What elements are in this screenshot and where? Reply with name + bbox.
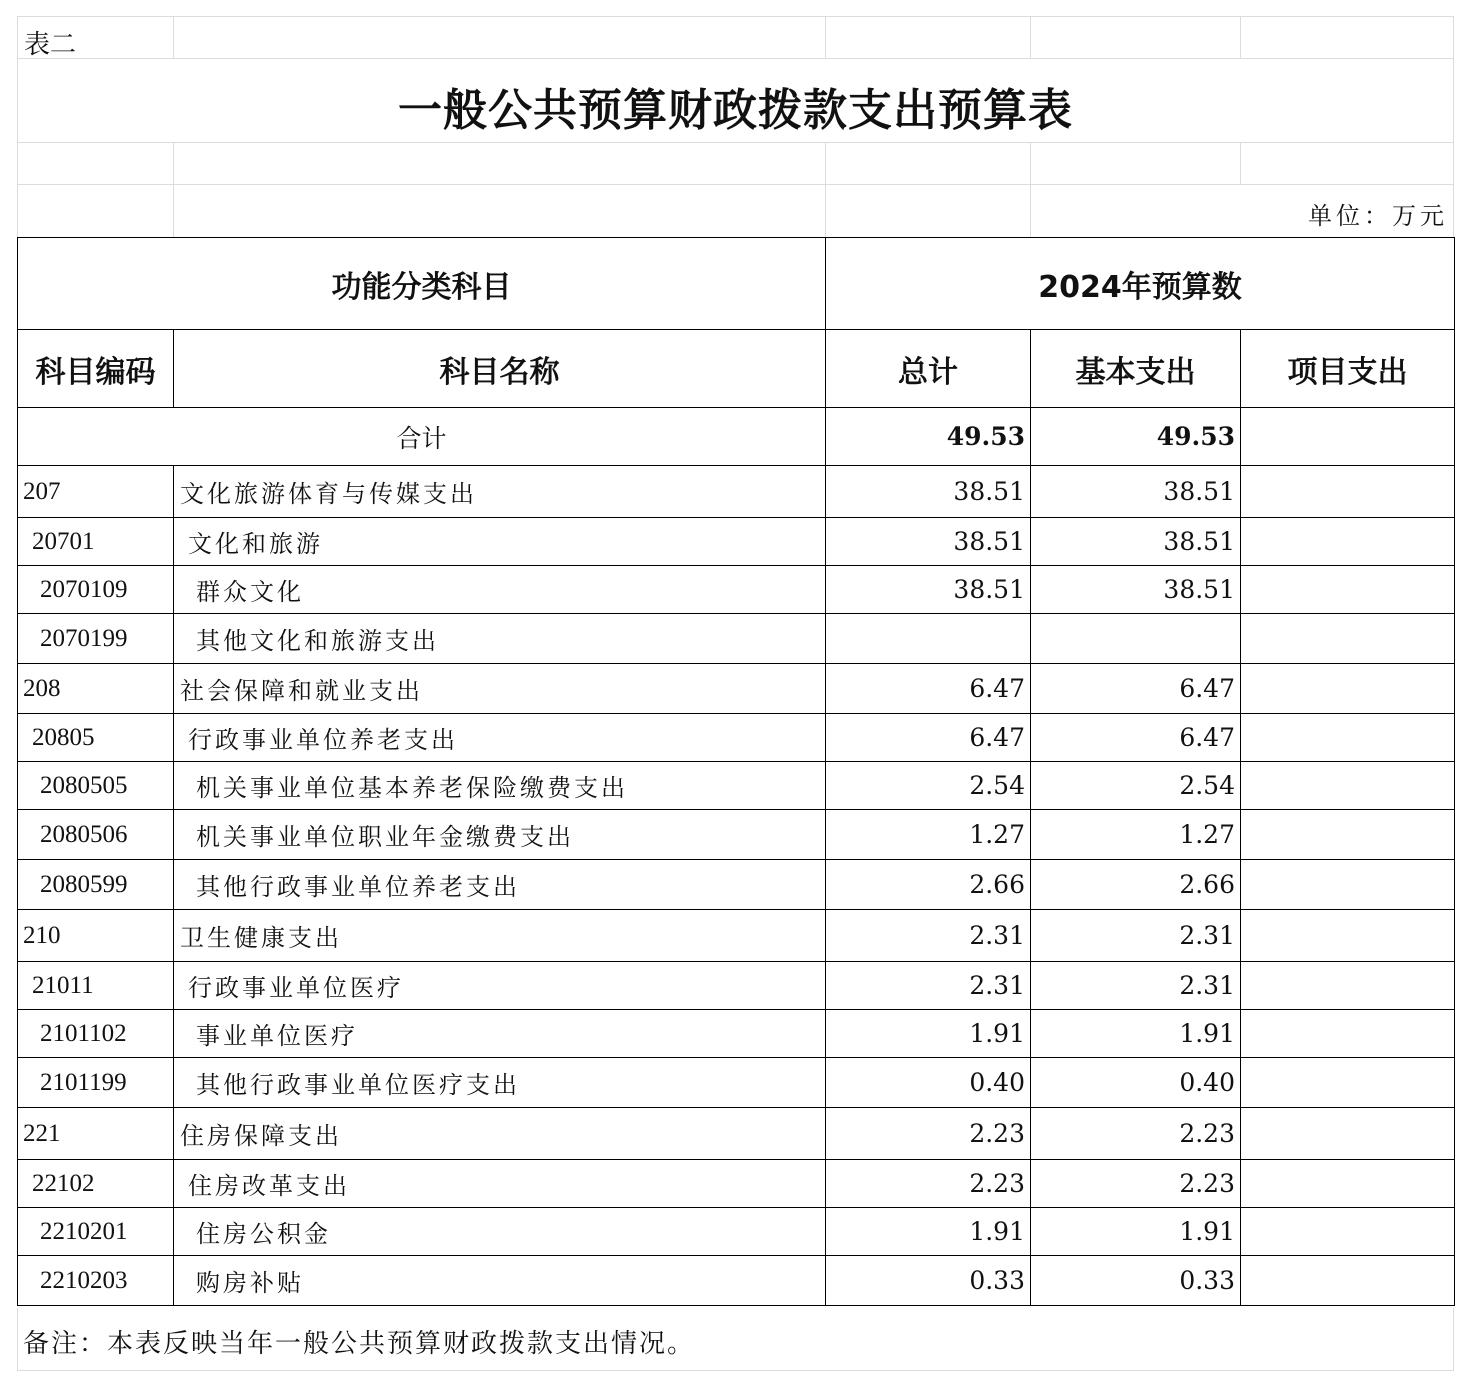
row-basic: 38.51 [1031, 518, 1241, 566]
row-basic: 0.40 [1031, 1058, 1241, 1108]
summary-row [18, 408, 1455, 466]
row-total: 2.23 [826, 1160, 1031, 1208]
row-project [1241, 962, 1455, 1010]
row-code: 2101199 [18, 1058, 174, 1108]
row-code: 207 [18, 466, 174, 518]
row-total: 38.51 [826, 466, 1031, 518]
gridline [17, 1308, 18, 1371]
table-row [18, 614, 1455, 664]
row-basic: 2.54 [1031, 762, 1241, 810]
row-name: 住房公积金 [174, 1208, 826, 1256]
row-name: 购房补贴 [174, 1256, 826, 1306]
unit-label: 单位：万元 [1308, 202, 1448, 230]
row-project [1241, 1010, 1455, 1058]
table-row [18, 518, 1455, 566]
row-project [1241, 810, 1455, 860]
row-basic: 6.47 [1031, 664, 1241, 714]
row-code: 2210203 [18, 1256, 174, 1306]
row-project [1241, 762, 1455, 810]
summary-basic: 49.53 [1031, 408, 1241, 466]
row-basic: 38.51 [1031, 566, 1241, 614]
gridline [17, 16, 1454, 17]
row-code: 2210201 [18, 1208, 174, 1256]
spreadsheet-sheet [17, 16, 1454, 1371]
row-code: 221 [18, 1108, 174, 1160]
row-name: 其他文化和旅游支出 [174, 614, 826, 664]
row-basic: 2.31 [1031, 910, 1241, 962]
header-project: 项目支出 [1241, 330, 1455, 408]
row-total: 1.91 [826, 1010, 1031, 1058]
table-row [18, 762, 1455, 810]
table-row [18, 860, 1455, 910]
row-total: 6.47 [826, 664, 1031, 714]
header-row-1 [18, 238, 1455, 330]
table-row [18, 962, 1455, 1010]
row-code: 2101102 [18, 1010, 174, 1058]
row-basic: 1.91 [1031, 1010, 1241, 1058]
row-project [1241, 614, 1455, 664]
row-name: 机关事业单位基本养老保险缴费支出 [174, 762, 826, 810]
gridline [1240, 142, 1241, 184]
row-basic: 1.91 [1031, 1208, 1241, 1256]
table-row [18, 1256, 1455, 1306]
row-project [1241, 664, 1455, 714]
row-code: 210 [18, 910, 174, 962]
header-name: 科目名称 [174, 330, 826, 408]
row-basic: 0.33 [1031, 1256, 1241, 1306]
header-total: 总计 [826, 330, 1031, 408]
row-name: 其他行政事业单位医疗支出 [174, 1058, 826, 1108]
gridline [173, 142, 174, 237]
table-row [18, 1058, 1455, 1108]
row-name: 文化旅游体育与传媒支出 [174, 466, 826, 518]
row-basic: 1.27 [1031, 810, 1241, 860]
table-row [18, 1208, 1455, 1256]
gridline [173, 16, 174, 58]
table-row [18, 1108, 1455, 1160]
row-total [826, 614, 1031, 664]
row-basic: 2.66 [1031, 860, 1241, 910]
row-total: 1.27 [826, 810, 1031, 860]
gridline [17, 184, 1454, 185]
row-project [1241, 714, 1455, 762]
row-name: 卫生健康支出 [174, 910, 826, 962]
header-basic: 基本支出 [1031, 330, 1241, 408]
row-total: 1.91 [826, 1208, 1031, 1256]
row-basic: 2.23 [1031, 1160, 1241, 1208]
row-name: 住房保障支出 [174, 1108, 826, 1160]
header-functional: 功能分类科目 [18, 238, 826, 330]
header-row-2 [18, 330, 1455, 408]
row-total: 0.33 [826, 1256, 1031, 1306]
table-row [18, 566, 1455, 614]
row-code: 2070109 [18, 566, 174, 614]
row-basic [1031, 614, 1241, 664]
gridline [17, 142, 1454, 143]
gridline [17, 1370, 1454, 1371]
table-row [18, 466, 1455, 518]
row-total: 2.54 [826, 762, 1031, 810]
row-project [1241, 1208, 1455, 1256]
table-row [18, 1160, 1455, 1208]
row-project [1241, 566, 1455, 614]
page-title: 一般公共预算财政拨款支出预算表 [398, 85, 1073, 136]
row-total: 2.31 [826, 910, 1031, 962]
row-total: 2.66 [826, 860, 1031, 910]
row-name: 社会保障和就业支出 [174, 664, 826, 714]
summary-total: 49.53 [826, 408, 1031, 466]
row-total: 2.31 [826, 962, 1031, 1010]
gridline [825, 16, 826, 58]
row-name: 住房改革支出 [174, 1160, 826, 1208]
row-code: 20805 [18, 714, 174, 762]
gridline [17, 58, 1454, 59]
row-code: 2080506 [18, 810, 174, 860]
summary-project [1241, 408, 1455, 466]
summary-label: 合计 [18, 408, 826, 466]
row-basic: 2.31 [1031, 962, 1241, 1010]
row-name: 行政事业单位养老支出 [174, 714, 826, 762]
header-year-budget: 2024年预算数 [826, 238, 1455, 330]
row-project [1241, 910, 1455, 962]
header-code: 科目编码 [18, 330, 174, 408]
gridline [1030, 16, 1031, 58]
row-basic: 38.51 [1031, 466, 1241, 518]
row-basic: 6.47 [1031, 714, 1241, 762]
row-project [1241, 466, 1455, 518]
budget-table [17, 237, 1455, 1306]
row-total: 6.47 [826, 714, 1031, 762]
row-code: 2080505 [18, 762, 174, 810]
table-row [18, 714, 1455, 762]
row-code: 2080599 [18, 860, 174, 910]
row-project [1241, 1108, 1455, 1160]
row-name: 其他行政事业单位养老支出 [174, 860, 826, 910]
row-project [1241, 1058, 1455, 1108]
row-name: 行政事业单位医疗 [174, 962, 826, 1010]
gridline [1240, 16, 1241, 58]
row-project [1241, 518, 1455, 566]
row-code: 2070199 [18, 614, 174, 664]
row-total: 38.51 [826, 566, 1031, 614]
gridline [1453, 1308, 1454, 1371]
row-name: 群众文化 [174, 566, 826, 614]
row-code: 22102 [18, 1160, 174, 1208]
row-basic: 2.23 [1031, 1108, 1241, 1160]
row-code: 21011 [18, 962, 174, 1010]
row-code: 208 [18, 664, 174, 714]
row-total: 0.40 [826, 1058, 1031, 1108]
row-project [1241, 1160, 1455, 1208]
table-row [18, 664, 1455, 714]
row-name: 事业单位医疗 [174, 1010, 826, 1058]
gridline [825, 142, 826, 237]
row-name: 机关事业单位职业年金缴费支出 [174, 810, 826, 860]
row-name: 文化和旅游 [174, 518, 826, 566]
row-project [1241, 860, 1455, 910]
table-row [18, 910, 1455, 962]
row-total: 2.23 [826, 1108, 1031, 1160]
row-code: 20701 [18, 518, 174, 566]
footnote: 备注：本表反映当年一般公共预算财政拨款支出情况。 [23, 1329, 696, 1359]
table-tag: 表二 [24, 30, 77, 60]
row-project [1241, 1256, 1455, 1306]
gridline [1030, 142, 1031, 237]
table-row [18, 810, 1455, 860]
row-total: 38.51 [826, 518, 1031, 566]
table-row [18, 1010, 1455, 1058]
